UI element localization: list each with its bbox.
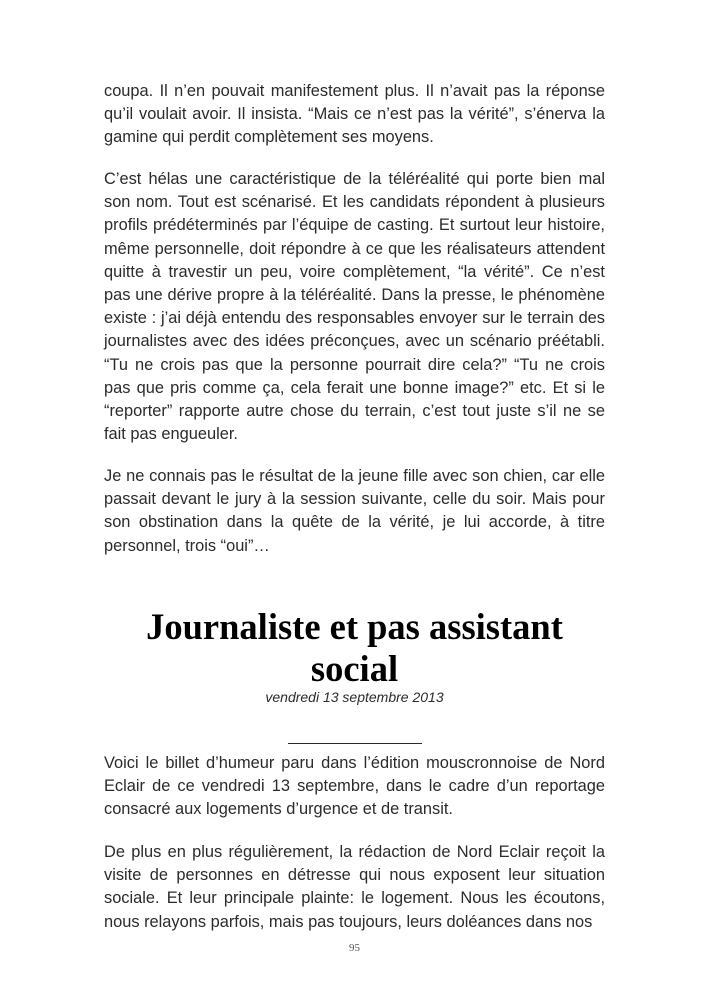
- article-date: vendredi 13 septembre 2013: [265, 689, 444, 705]
- article-title: Journaliste et pas assistant social: [146, 606, 563, 689]
- paragraph-text: coupa. Il n’en pouvait manifestement plus. Il n’avait pas la réponse qu’il voulait avoir. Il insista. “Mais ce n’est pas la vérité”, s’énerva la gamine qui perdit complètement ses moyens.: [104, 82, 605, 147]
- body-paragraph: [104, 168, 605, 446]
- body-paragraph: [104, 465, 605, 558]
- page-number: 95: [349, 942, 360, 954]
- paragraph-text: De plus en plus régulièrement, la rédaction de Nord Eclair reçoit la visite de personnes en détresse qui nous exposent leur situation sociale. Et leur principale plainte: le logement. Nous les écoutons, nous relayons parfois, mais pas toujours, leurs doléances dans nos: [104, 843, 605, 931]
- title-separator: [288, 743, 422, 744]
- article-paragraph: [104, 841, 605, 934]
- paragraph-text: Je ne connais pas le résultat de la jeune fille avec son chien, car elle passait devant le jury à la session suivante, celle du soir. Mais pour son obstination dans la quête de la vérité, je lui accorde, à titre personnel, trois “oui”…: [104, 467, 605, 555]
- article-paragraph: [104, 752, 605, 822]
- paragraph-text: C’est hélas une caractéristique de la téléréalité qui porte bien mal son nom. Tout est scénarisé. Et les candidats répondent à plusieurs profils prédéterminés par l’équipe de casting. Et surtout leur histoire, même personnelle, doit répondre à ce que les réalisateurs attendent quitte à travestir un peu, voire complètement, “la vérité”. Ce n’est pas une dérive propre à la téléréalité. Dans la presse, le phénomène existe : j’ai déjà entendu des responsables envoyer sur le terrain des journalistes avec des idées préconçues, avec un scénario préétabli. “Tu ne crois pas que la personne pourrait dire cela?” “Tu ne crois pas que pris comme ça, cela ferait une bonne image?” etc. Et si le “reporter” rapporte autre chose du terrain, c’est tout juste s’il ne se fait pas engueuler.: [104, 170, 605, 444]
- body-paragraph: [104, 80, 605, 150]
- paragraph-text: Voici le billet d’humeur paru dans l’édition mouscronnoise de Nord Eclair de ce vendredi 13 septembre, dans le cadre d’un reportage consacré aux logements d’urgence et de transit.: [104, 754, 605, 819]
